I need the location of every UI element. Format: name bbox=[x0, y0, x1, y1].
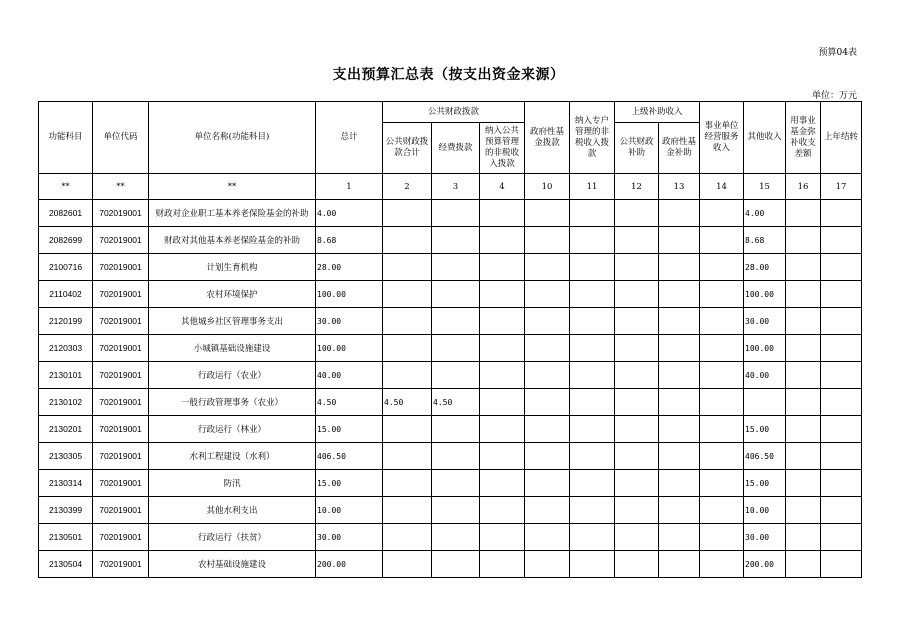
cell-expense-alloc bbox=[432, 308, 480, 335]
cell-expense-alloc bbox=[432, 254, 480, 281]
cell-empty bbox=[700, 551, 744, 578]
cell-empty bbox=[700, 443, 744, 470]
cell-public-finance-total bbox=[383, 470, 432, 497]
table-row bbox=[39, 308, 862, 335]
cell-empty bbox=[821, 254, 862, 281]
cell-public-finance-total bbox=[383, 443, 432, 470]
cell-empty bbox=[615, 308, 659, 335]
cell-empty bbox=[615, 362, 659, 389]
cell-func-code: 2120303 bbox=[39, 335, 93, 362]
cell-empty bbox=[525, 551, 570, 578]
cell-other-income: 406.50 bbox=[744, 443, 786, 470]
cell-total: 100.00 bbox=[316, 281, 383, 308]
cell-total: 4.50 bbox=[316, 389, 383, 416]
cell-empty bbox=[786, 389, 821, 416]
cell-public-finance-total bbox=[383, 281, 432, 308]
unit-label: 单位：万元 bbox=[811, 91, 857, 101]
cell-empty bbox=[480, 497, 525, 524]
cell-empty bbox=[659, 227, 700, 254]
cell-empty bbox=[786, 470, 821, 497]
cell-empty bbox=[821, 335, 862, 362]
table-row bbox=[39, 227, 862, 254]
cell-empty bbox=[570, 254, 615, 281]
table-body bbox=[39, 200, 862, 578]
cell-expense-alloc bbox=[432, 227, 480, 254]
col-special-mgmt: 纳入专户管理的非税收入拨款 bbox=[570, 102, 615, 174]
cell-empty bbox=[570, 389, 615, 416]
cell-other-income: 30.00 bbox=[744, 524, 786, 551]
cell-unit-name: 防汛 bbox=[149, 470, 316, 497]
cell-total: 15.00 bbox=[316, 470, 383, 497]
index-cell: 2 bbox=[383, 174, 432, 200]
cell-empty bbox=[480, 254, 525, 281]
table-row bbox=[39, 254, 862, 281]
cell-unit-name: 农村基础设施建设 bbox=[149, 551, 316, 578]
table-row bbox=[39, 362, 862, 389]
index-cell: 12 bbox=[615, 174, 659, 200]
budget-table bbox=[38, 101, 862, 578]
cell-unit-name: 一般行政管理事务（农业） bbox=[149, 389, 316, 416]
table-row bbox=[39, 443, 862, 470]
index-cell: 17 bbox=[821, 174, 862, 200]
table-row bbox=[39, 497, 862, 524]
cell-empty bbox=[570, 497, 615, 524]
cell-empty bbox=[525, 308, 570, 335]
cell-empty bbox=[525, 227, 570, 254]
cell-empty bbox=[570, 524, 615, 551]
cell-func-code: 2130501 bbox=[39, 524, 93, 551]
cell-empty bbox=[525, 200, 570, 227]
cell-empty bbox=[821, 281, 862, 308]
cell-unit-name: 行政运行（扶贫） bbox=[149, 524, 316, 551]
cell-unit-code: 702019001 bbox=[93, 335, 149, 362]
cell-empty bbox=[525, 389, 570, 416]
cell-empty bbox=[700, 470, 744, 497]
cell-expense-alloc bbox=[432, 362, 480, 389]
cell-empty bbox=[700, 362, 744, 389]
table-row bbox=[39, 524, 862, 551]
cell-func-code: 2130101 bbox=[39, 362, 93, 389]
cell-expense-alloc bbox=[432, 281, 480, 308]
cell-empty bbox=[615, 470, 659, 497]
cell-func-code: 2130305 bbox=[39, 443, 93, 470]
cell-empty bbox=[615, 335, 659, 362]
cell-empty bbox=[659, 254, 700, 281]
cell-unit-code: 702019001 bbox=[93, 389, 149, 416]
col-func-subject: 功能科目 bbox=[39, 102, 93, 174]
header-row-1 bbox=[39, 102, 862, 123]
cell-empty bbox=[525, 524, 570, 551]
cell-unit-code: 702019001 bbox=[93, 254, 149, 281]
cell-empty bbox=[480, 551, 525, 578]
cell-unit-name: 其他水利支出 bbox=[149, 497, 316, 524]
cell-expense-alloc: 4.50 bbox=[432, 389, 480, 416]
col-fund-offset: 用事业基金弥补收支差额 bbox=[786, 102, 821, 174]
col-last-year: 上年结转 bbox=[821, 102, 862, 174]
cell-other-income: 40.00 bbox=[744, 362, 786, 389]
col-gov-fund-subsidy: 政府性基金补助 bbox=[659, 123, 700, 174]
cell-other-income: 10.00 bbox=[744, 497, 786, 524]
cell-unit-name: 农村环境保护 bbox=[149, 281, 316, 308]
cell-empty bbox=[659, 470, 700, 497]
index-cell: 14 bbox=[700, 174, 744, 200]
cell-empty bbox=[821, 389, 862, 416]
cell-empty bbox=[480, 281, 525, 308]
cell-empty bbox=[615, 497, 659, 524]
cell-total: 30.00 bbox=[316, 308, 383, 335]
cell-total: 15.00 bbox=[316, 416, 383, 443]
cell-unit-name: 水利工程建设（水利） bbox=[149, 443, 316, 470]
cell-other-income: 15.00 bbox=[744, 470, 786, 497]
cell-empty bbox=[821, 308, 862, 335]
page-title: 支出预算汇总表（按支出资金来源） bbox=[332, 67, 565, 83]
index-cell: ** bbox=[149, 174, 316, 200]
form-id: 预算04表 bbox=[818, 48, 857, 58]
cell-empty bbox=[480, 308, 525, 335]
cell-empty bbox=[786, 416, 821, 443]
cell-empty bbox=[570, 416, 615, 443]
cell-empty bbox=[480, 443, 525, 470]
cell-empty bbox=[615, 551, 659, 578]
cell-other-income: 100.00 bbox=[744, 281, 786, 308]
cell-empty bbox=[700, 524, 744, 551]
cell-total: 28.00 bbox=[316, 254, 383, 281]
cell-unit-code: 702019001 bbox=[93, 308, 149, 335]
cell-empty bbox=[821, 551, 862, 578]
cell-expense-alloc bbox=[432, 200, 480, 227]
cell-empty bbox=[659, 389, 700, 416]
table-row bbox=[39, 389, 862, 416]
cell-total: 30.00 bbox=[316, 524, 383, 551]
cell-empty bbox=[570, 281, 615, 308]
cell-public-finance-total: 4.50 bbox=[383, 389, 432, 416]
cell-empty bbox=[821, 200, 862, 227]
cell-unit-name: 行政运行（林业） bbox=[149, 416, 316, 443]
cell-public-finance-total bbox=[383, 335, 432, 362]
cell-empty bbox=[786, 227, 821, 254]
cell-func-code: 2130102 bbox=[39, 389, 93, 416]
cell-empty bbox=[821, 227, 862, 254]
cell-empty bbox=[480, 335, 525, 362]
index-cell: 11 bbox=[570, 174, 615, 200]
cell-func-code: 2110402 bbox=[39, 281, 93, 308]
cell-unit-code: 702019001 bbox=[93, 470, 149, 497]
cell-public-finance-total bbox=[383, 497, 432, 524]
cell-unit-code: 702019001 bbox=[93, 551, 149, 578]
cell-empty bbox=[525, 335, 570, 362]
cell-empty bbox=[786, 254, 821, 281]
cell-empty bbox=[786, 443, 821, 470]
cell-other-income bbox=[744, 389, 786, 416]
index-row bbox=[39, 174, 862, 200]
cell-expense-alloc bbox=[432, 443, 480, 470]
index-cell: 1 bbox=[316, 174, 383, 200]
cell-empty bbox=[480, 200, 525, 227]
col-unit-name: 单位名称(功能科目) bbox=[149, 102, 316, 174]
cell-empty bbox=[525, 416, 570, 443]
cell-public-finance-total bbox=[383, 416, 432, 443]
cell-func-code: 2130201 bbox=[39, 416, 93, 443]
index-cell: 13 bbox=[659, 174, 700, 200]
index-cell: 4 bbox=[480, 174, 525, 200]
cell-empty bbox=[480, 389, 525, 416]
cell-empty bbox=[480, 470, 525, 497]
table-row bbox=[39, 200, 862, 227]
table-row bbox=[39, 551, 862, 578]
cell-empty bbox=[615, 524, 659, 551]
cell-empty bbox=[570, 362, 615, 389]
cell-other-income: 200.00 bbox=[744, 551, 786, 578]
cell-empty bbox=[615, 227, 659, 254]
cell-total: 406.50 bbox=[316, 443, 383, 470]
cell-other-income: 8.68 bbox=[744, 227, 786, 254]
cell-total: 8.68 bbox=[316, 227, 383, 254]
col-included-budget: 纳入公共预算管理的非税收入拨款 bbox=[480, 123, 525, 174]
cell-unit-code: 702019001 bbox=[93, 362, 149, 389]
cell-empty bbox=[786, 335, 821, 362]
cell-public-finance-total bbox=[383, 362, 432, 389]
cell-empty bbox=[525, 497, 570, 524]
cell-empty bbox=[659, 416, 700, 443]
cell-empty bbox=[480, 524, 525, 551]
cell-empty bbox=[786, 281, 821, 308]
cell-empty bbox=[615, 200, 659, 227]
cell-empty bbox=[480, 227, 525, 254]
cell-other-income: 100.00 bbox=[744, 335, 786, 362]
cell-empty bbox=[570, 551, 615, 578]
cell-unit-code: 702019001 bbox=[93, 227, 149, 254]
table-row bbox=[39, 335, 862, 362]
cell-empty bbox=[570, 335, 615, 362]
cell-empty bbox=[700, 200, 744, 227]
cell-func-code: 2082601 bbox=[39, 200, 93, 227]
cell-func-code: 2100716 bbox=[39, 254, 93, 281]
cell-expense-alloc bbox=[432, 470, 480, 497]
cell-empty bbox=[659, 524, 700, 551]
cell-empty bbox=[821, 416, 862, 443]
col-public-finance-total: 公共财政拨款合计 bbox=[383, 123, 432, 174]
cell-empty bbox=[525, 281, 570, 308]
cell-total: 100.00 bbox=[316, 335, 383, 362]
cell-empty bbox=[786, 200, 821, 227]
cell-unit-code: 702019001 bbox=[93, 524, 149, 551]
cell-empty bbox=[786, 497, 821, 524]
cell-empty bbox=[700, 308, 744, 335]
table-row bbox=[39, 416, 862, 443]
cell-total: 200.00 bbox=[316, 551, 383, 578]
cell-empty bbox=[615, 281, 659, 308]
cell-empty bbox=[821, 524, 862, 551]
cell-empty bbox=[700, 254, 744, 281]
cell-empty bbox=[659, 200, 700, 227]
col-business-income: 事业单位经营服务收入 bbox=[700, 102, 744, 174]
cell-total: 10.00 bbox=[316, 497, 383, 524]
index-cell: 3 bbox=[432, 174, 480, 200]
cell-empty bbox=[700, 497, 744, 524]
col-group-public-finance: 公共财政拨款 bbox=[383, 102, 525, 123]
col-unit-code: 单位代码 bbox=[93, 102, 149, 174]
cell-public-finance-total bbox=[383, 254, 432, 281]
cell-unit-code: 702019001 bbox=[93, 416, 149, 443]
cell-empty bbox=[821, 497, 862, 524]
cell-empty bbox=[525, 470, 570, 497]
index-cell: 15 bbox=[744, 174, 786, 200]
cell-empty bbox=[525, 362, 570, 389]
cell-unit-name: 小城镇基础设施建设 bbox=[149, 335, 316, 362]
cell-empty bbox=[570, 227, 615, 254]
cell-empty bbox=[615, 389, 659, 416]
cell-empty bbox=[615, 416, 659, 443]
cell-empty bbox=[786, 362, 821, 389]
cell-empty bbox=[570, 470, 615, 497]
cell-public-finance-total bbox=[383, 200, 432, 227]
cell-func-code: 2130399 bbox=[39, 497, 93, 524]
cell-unit-name: 行政运行（农业） bbox=[149, 362, 316, 389]
cell-empty bbox=[786, 308, 821, 335]
cell-other-income: 30.00 bbox=[744, 308, 786, 335]
cell-total: 4.00 bbox=[316, 200, 383, 227]
cell-public-finance-total bbox=[383, 524, 432, 551]
cell-empty bbox=[659, 497, 700, 524]
cell-unit-name: 财政对企业职工基本养老保险基金的补助 bbox=[149, 200, 316, 227]
cell-empty bbox=[700, 335, 744, 362]
cell-func-code: 2082699 bbox=[39, 227, 93, 254]
cell-expense-alloc bbox=[432, 524, 480, 551]
index-cell: 16 bbox=[786, 174, 821, 200]
index-cell: ** bbox=[93, 174, 149, 200]
cell-other-income: 15.00 bbox=[744, 416, 786, 443]
cell-empty bbox=[525, 254, 570, 281]
cell-unit-name: 其他城乡社区管理事务支出 bbox=[149, 308, 316, 335]
cell-empty bbox=[700, 389, 744, 416]
table-row bbox=[39, 470, 862, 497]
cell-public-finance-total bbox=[383, 227, 432, 254]
cell-empty bbox=[821, 470, 862, 497]
cell-empty bbox=[659, 281, 700, 308]
cell-empty bbox=[786, 551, 821, 578]
cell-empty bbox=[821, 362, 862, 389]
cell-empty bbox=[821, 443, 862, 470]
cell-empty bbox=[659, 443, 700, 470]
cell-expense-alloc bbox=[432, 551, 480, 578]
cell-unit-name: 财政对其他基本养老保险基金的补助 bbox=[149, 227, 316, 254]
cell-empty bbox=[570, 200, 615, 227]
cell-empty bbox=[570, 308, 615, 335]
cell-empty bbox=[525, 443, 570, 470]
cell-empty bbox=[700, 281, 744, 308]
cell-unit-code: 702019001 bbox=[93, 443, 149, 470]
cell-expense-alloc bbox=[432, 335, 480, 362]
cell-empty bbox=[615, 443, 659, 470]
col-total: 总计 bbox=[316, 102, 383, 174]
cell-empty bbox=[786, 524, 821, 551]
cell-other-income: 4.00 bbox=[744, 200, 786, 227]
cell-public-finance-total bbox=[383, 551, 432, 578]
cell-total: 40.00 bbox=[316, 362, 383, 389]
cell-unit-code: 702019001 bbox=[93, 200, 149, 227]
cell-empty bbox=[480, 416, 525, 443]
col-other-income: 其他收入 bbox=[744, 102, 786, 174]
cell-empty bbox=[659, 335, 700, 362]
cell-unit-code: 702019001 bbox=[93, 497, 149, 524]
cell-unit-code: 702019001 bbox=[93, 281, 149, 308]
cell-empty bbox=[480, 362, 525, 389]
table-row bbox=[39, 281, 862, 308]
cell-empty bbox=[700, 416, 744, 443]
index-cell: ** bbox=[39, 174, 93, 200]
cell-empty bbox=[615, 254, 659, 281]
cell-empty bbox=[659, 308, 700, 335]
col-group-superior-subsidy: 上级补助收入 bbox=[615, 102, 700, 123]
cell-func-code: 2120199 bbox=[39, 308, 93, 335]
cell-func-code: 2130314 bbox=[39, 470, 93, 497]
cell-public-finance-total bbox=[383, 308, 432, 335]
cell-empty bbox=[659, 551, 700, 578]
cell-other-income: 28.00 bbox=[744, 254, 786, 281]
col-expense-alloc: 经费拨款 bbox=[432, 123, 480, 174]
index-cell: 10 bbox=[525, 174, 570, 200]
cell-empty bbox=[570, 443, 615, 470]
cell-empty bbox=[659, 362, 700, 389]
col-gov-fund: 政府性基金拨款 bbox=[525, 102, 570, 174]
cell-empty bbox=[700, 227, 744, 254]
cell-unit-name: 计划生育机构 bbox=[149, 254, 316, 281]
cell-func-code: 2130504 bbox=[39, 551, 93, 578]
cell-expense-alloc bbox=[432, 497, 480, 524]
cell-expense-alloc bbox=[432, 416, 480, 443]
col-public-subsidy: 公共财政补助 bbox=[615, 123, 659, 174]
